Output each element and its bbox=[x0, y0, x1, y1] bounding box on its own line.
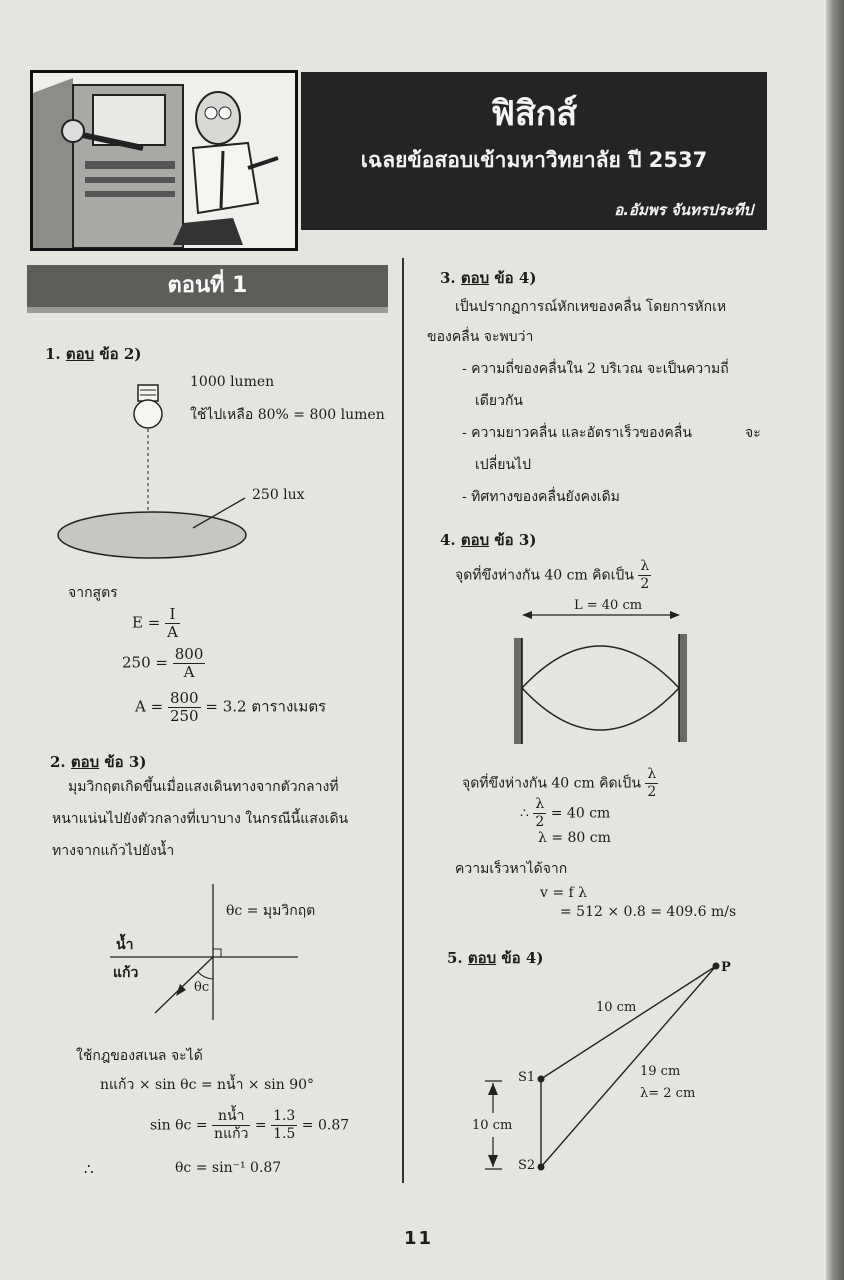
q2-choice: ข้อ 3) bbox=[104, 753, 147, 771]
standing-wave-diagram bbox=[508, 596, 694, 746]
v-equation: v = f λ bbox=[540, 885, 588, 901]
sin-equation: sin θc = $\frac{\text{nน้ำ}}{\text{nแก้ว}}$ = $\frac{1.3}{1.5}$ = 0.87 bbox=[150, 1108, 350, 1142]
point-p: P bbox=[721, 960, 731, 975]
q3-choice: ข้อ 4) bbox=[494, 269, 537, 287]
q3-number: 3. bbox=[440, 269, 456, 287]
q4-line1: จุดที่ขึงห่างกัน 40 cm คิดเป็น $\frac{\lambda}{2}$ bbox=[455, 558, 650, 592]
q1-number: 1. bbox=[45, 345, 61, 363]
q4-answer-word: ตอบ bbox=[460, 531, 490, 549]
q2-heading bbox=[50, 750, 146, 774]
theta-final: θc = sin⁻¹ 0.87 bbox=[175, 1160, 282, 1176]
distance-s2p: 19 cm bbox=[640, 1064, 681, 1079]
title-banner bbox=[301, 72, 767, 230]
author-name: อ.อัมพร จันทรประทีป bbox=[614, 201, 753, 219]
q1-eq1: E = $\frac{I}{A}$ bbox=[132, 605, 178, 641]
page-title: ฟิสิกส์ bbox=[490, 94, 578, 134]
theta-critical-label: θc = มุมวิกฤต bbox=[226, 903, 316, 919]
q4-eq1: ∴ $\frac{\lambda}{2}$ = 40 cm bbox=[520, 796, 611, 830]
q3-bullet1a: - ความถี่ของคลื่นใน 2 บริเวณ จะเป็นความถี่ bbox=[462, 361, 729, 377]
snell-equation: nแก้ว × sin θc = nน้ำ × sin 90° bbox=[100, 1077, 315, 1093]
q2-line2: หนาแน่นไปยังตัวกลางที่เบาบาง ในกรณีนี้แสงเดิน bbox=[52, 811, 349, 827]
column-divider bbox=[402, 258, 404, 1183]
q4-line2: จุดที่ขึงห่างกัน 40 cm คิดเป็น $\frac{\lambda}{2}$ bbox=[462, 766, 657, 800]
distance-s1p: 10 cm bbox=[596, 1000, 637, 1015]
q2-line1: มุมวิกฤตเกิดขึ้นเมื่อแสงเดินทางจากตัวกลางที่ bbox=[68, 779, 339, 795]
q3-bullet2-tail: จะ bbox=[745, 425, 761, 441]
length-label: L = 40 cm bbox=[574, 598, 643, 613]
q2-answer-word: ตอบ bbox=[70, 753, 100, 771]
q1-heading bbox=[45, 342, 141, 366]
lamp-used: ใช้ไปเหลือ 80% = 800 lumen bbox=[190, 407, 385, 423]
page-subtitle: เฉลยข้อสอบเข้ามหาวิทยาลัย ปี 2537 bbox=[360, 148, 708, 172]
q5-choice: ข้อ 4) bbox=[501, 949, 544, 967]
q5-number: 5. bbox=[447, 949, 463, 967]
wavelength-label: λ= 2 cm bbox=[640, 1086, 696, 1101]
lux-label: 250 lux bbox=[252, 487, 305, 503]
q4-choice: ข้อ 3) bbox=[494, 531, 537, 549]
lamp-lumen: 1000 lumen bbox=[190, 374, 275, 390]
q3-line2: ของคลื่น จะพบว่า bbox=[427, 329, 534, 345]
q5-answer-word: ตอบ bbox=[467, 949, 497, 967]
q3-bullet3: - ทิศทางของคลื่นยังคงเดิม bbox=[462, 489, 620, 505]
q3-heading bbox=[440, 266, 536, 290]
v-calculation: = 512 × 0.8 = 409.6 m/s bbox=[560, 904, 737, 920]
q4-number: 4. bbox=[440, 531, 456, 549]
water-label: น้ำ bbox=[116, 937, 134, 953]
q1-answer-word: ตอบ bbox=[65, 345, 95, 363]
source-s1: S1 bbox=[518, 1070, 536, 1085]
q3-answer-word: ตอบ bbox=[460, 269, 490, 287]
q3-bullet1b: เดียวกัน bbox=[475, 393, 523, 409]
q3-bullet2b: เปลี่ยนไป bbox=[475, 457, 531, 473]
q1-eq2: 250 = $\frac{800}{A}$ bbox=[122, 645, 204, 681]
q4-eq2: λ = 80 cm bbox=[538, 830, 611, 846]
page-number: 11 bbox=[404, 1228, 434, 1249]
section-title: ตอนที่ 1 bbox=[27, 265, 388, 307]
glass-label: แก้ว bbox=[113, 965, 139, 981]
source-separation: 10 cm bbox=[472, 1118, 513, 1133]
cartoon-illustration bbox=[30, 70, 298, 251]
q1-eq3: A = $\frac{800}{250}$ = 3.2 ตารางเมตร bbox=[135, 689, 327, 725]
cartoon-drawing bbox=[33, 73, 295, 248]
q3-line1: เป็นปรากฏการณ์หักเหของคลื่น โดยการหักเห bbox=[455, 299, 727, 315]
speed-intro: ความเร็วหาได้จาก bbox=[455, 861, 568, 877]
q4-heading bbox=[440, 528, 536, 552]
q3-bullet2a: - ความยาวคลื่น และอัตราเร็วของคลื่น bbox=[462, 425, 692, 441]
q2-line3: ทางจากแก้วไปยังน้ำ bbox=[52, 843, 175, 859]
source-s2: S2 bbox=[518, 1158, 536, 1173]
interference-diagram bbox=[470, 955, 740, 1185]
snell-intro: ใช้กฎของสเนล จะได้ bbox=[76, 1048, 203, 1064]
theta-c-angle: θc bbox=[194, 980, 210, 995]
page-edge bbox=[826, 0, 844, 1280]
q1-choice: ข้อ 2) bbox=[99, 345, 142, 363]
q2-number: 2. bbox=[50, 753, 66, 771]
therefore-symbol: ∴ bbox=[84, 1160, 94, 1178]
from-formula: จากสูตร bbox=[68, 585, 118, 601]
